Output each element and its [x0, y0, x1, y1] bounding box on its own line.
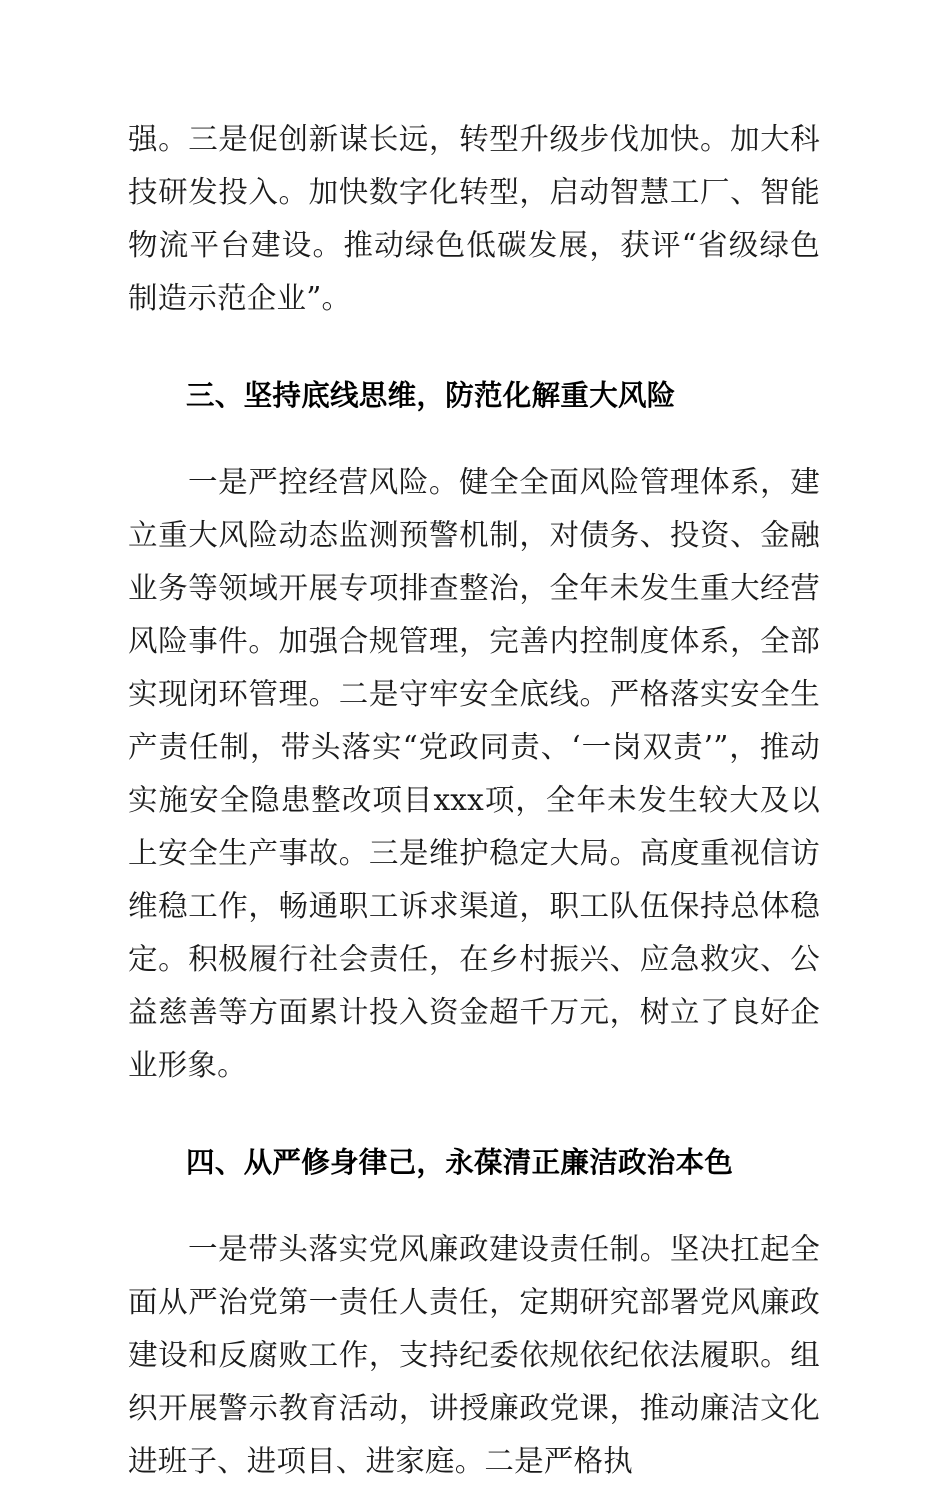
heading-spacer-top-three	[128, 325, 820, 369]
section-heading-four: 四、从严修身律己，永葆清正廉洁政治本色	[186, 1146, 734, 1179]
paragraph-continuation: 强。三是促创新谋长远，转型升级步伐加快。加大科技研发投入。加快数字化转型，启动智慧工厂、智能物流平台建设。推动绿色低碳发展，获评“省级绿色制造示范企业”。	[128, 122, 820, 315]
section-heading-three: 三、坚持底线思维，防范化解重大风险	[186, 379, 676, 412]
paragraph-discipline-integrity: 一是带头落实党风廉政建设责任制。坚决扛起全面从严治党第一责任人责任，定期研究部署党风廉政建设和反腐败工作，支持纪委依规依纪依法履职。组织开展警示教育活动，讲授廉政党课，推动廉洁文化进班子、进项目、进家庭。二是严格执	[128, 1232, 820, 1478]
heading-spacer-bottom-three	[128, 422, 820, 456]
heading-spacer-bottom-four	[128, 1189, 820, 1223]
document-body	[128, 113, 820, 1488]
paragraph-risk-management: 一是严控经营风险。健全全面风险管理体系，建立重大风险动态监测预警机制，对债务、投资、金融业务等领域开展专项排查整治，全年未发生重大经营风险事件。加强合规管理，完善内控制度体系，全部实现闭环管理。二是守牢安全底线。严格落实安全生产责任制，带头落实“党政同责、‘一岗双责’”，推动实施安全隐患整改项目xxx项，全年未发生较大及以上安全生产事故。三是维护稳定大局。高度重视信访维稳工作，畅通职工诉求渠道，职工队伍保持总体稳定。积极履行社会责任，在乡村振兴、应急救灾、公益慈善等方面累计投入资金超千万元，树立了良好企业形象。	[128, 465, 820, 1082]
heading-spacer-top-four	[128, 1092, 820, 1136]
